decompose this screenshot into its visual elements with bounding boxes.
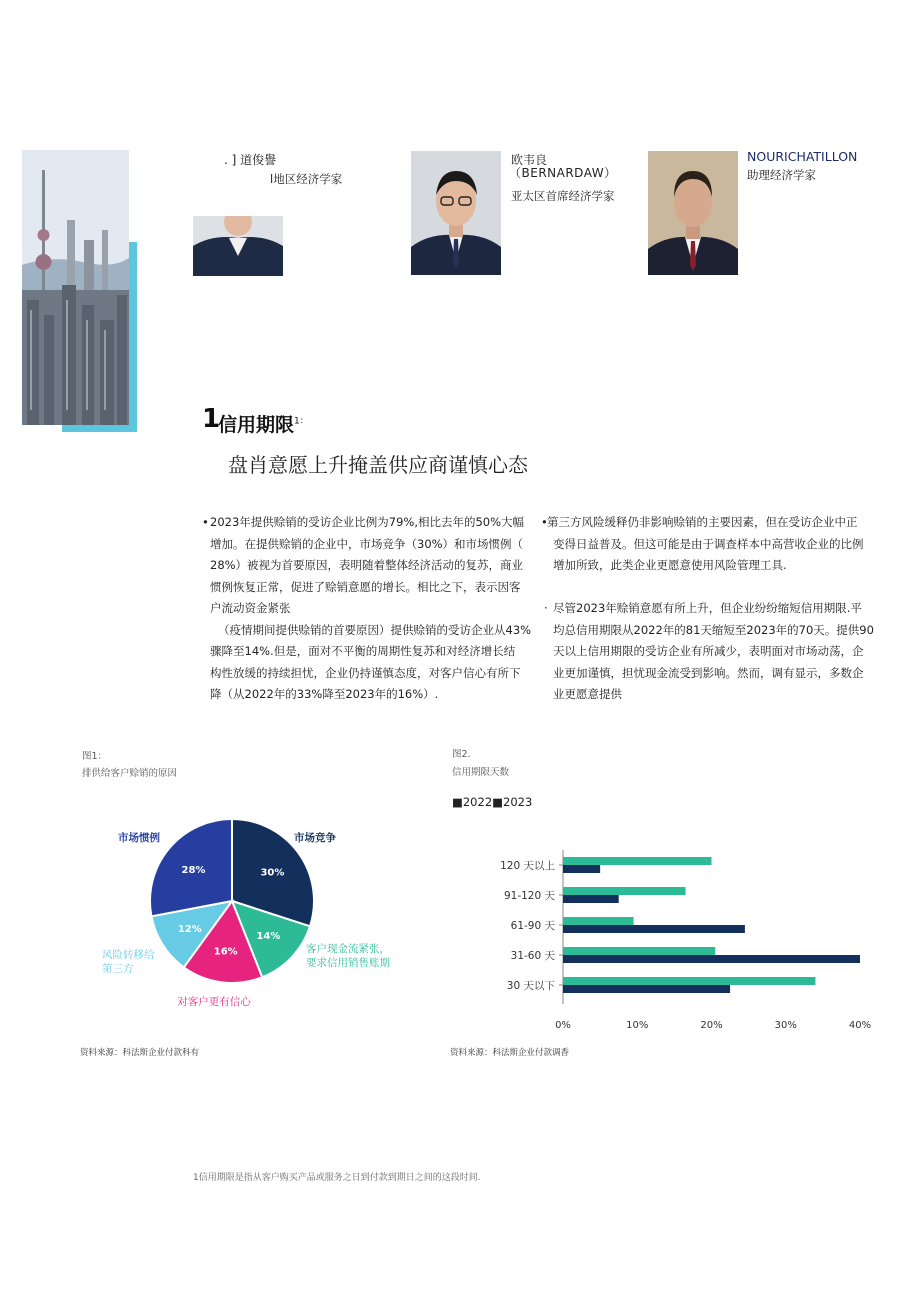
bullet-mark: · xyxy=(544,601,548,615)
category-label: 30 天以下 xyxy=(506,980,555,992)
section-number: 1 xyxy=(202,404,220,434)
pie-category-label: 要求信用销售账期 xyxy=(306,957,390,969)
category-label: 31-60 天 xyxy=(510,950,555,962)
bar-2023 xyxy=(563,865,600,873)
category-label: 91-120 天 xyxy=(503,890,555,902)
bar-2022 xyxy=(563,917,634,925)
pie-category-label: 对客户更有信心 xyxy=(177,996,251,1008)
legend-text: ■2022■2023 xyxy=(452,795,533,809)
bar-2022 xyxy=(563,947,715,955)
bar-2023 xyxy=(563,895,619,903)
figure-1-source: 资料来源：科法斯企业付款科有 xyxy=(80,1048,200,1058)
section-footnote-marker: 1： xyxy=(294,416,309,427)
text-line: 户流动资金紧张 xyxy=(210,601,291,615)
text-line: 增加。在提供赊销的企业中，市场竞争（30%）和市场惯例（ xyxy=(210,536,524,551)
person-2-name-en: （BERNARDAW） xyxy=(509,166,617,180)
pie-category-label: 第三方 xyxy=(102,963,134,975)
bullet-mark: • xyxy=(541,515,548,529)
left-column-text xyxy=(202,512,532,706)
bar-chart xyxy=(450,840,890,1030)
section-title xyxy=(218,410,309,437)
x-tick-label: 40% xyxy=(848,1020,872,1030)
text-line: （疫情期间提供赊销的首要原因）提供赊销的受访企业从43% xyxy=(218,622,532,637)
text-line: 28%）被视为首要原因，表明随着整体经济活动的复苏，商业 xyxy=(210,558,524,572)
pie-category-label: 风险转移给 xyxy=(102,949,155,961)
text-line: 构性放缓的持续担忧，企业仍持谨慎态度，对客户信心有所下 xyxy=(210,665,521,680)
x-tick-label: 20% xyxy=(700,1020,723,1030)
text-line: 降（从2022年的33%降至2023年的16%）. xyxy=(210,687,439,701)
text-line: 骤降至14%.但是，面对不平衡的周期性复苏和对经济增长结 xyxy=(210,644,516,658)
text-line: 第三方风险缓释仍非影响赊销的主要因素，但在受访企业中正 xyxy=(547,515,858,529)
person-1-title: l地区经济学家 xyxy=(270,172,343,186)
text-line: 业更愿意提供 xyxy=(553,687,622,701)
bar-2022 xyxy=(563,887,686,895)
text-line: 均总信用期限从2022年的81天缩短至2023年的70天。提供90 xyxy=(553,622,874,637)
bar-2023 xyxy=(563,925,745,933)
footnote: 1信用期限是指从客户购买产品或服务之日到付款到期日之间的这段时间. xyxy=(193,1173,481,1183)
pie-category-label: 市场竞争 xyxy=(294,832,336,844)
city-skyline-photo xyxy=(22,150,129,425)
text-line: 2023年提供赊销的受访企业比例为79%,相比去年的50%大幅 xyxy=(210,515,525,529)
person-2-name-cn: 欧韦良 xyxy=(511,153,548,167)
person-2-title: 亚太区首席经济学家 xyxy=(511,189,615,203)
pie-value-label: 14% xyxy=(256,931,281,943)
figure-1-title: 排供给客户赊销的原因 xyxy=(82,768,178,779)
category-label: 61-90 天 xyxy=(510,920,555,932)
person-3-name: NOURICHATILLON xyxy=(747,149,858,164)
bar-2023 xyxy=(563,985,730,993)
section-title-text: 信用期限 xyxy=(218,414,295,436)
right-column-para-2 xyxy=(544,598,884,706)
pie-value-label: 16% xyxy=(213,946,238,958)
text-line: 尽管2023年赊销意愿有所上升，但企业纷纷缩短信用期限.平 xyxy=(553,601,862,615)
section-subtitle: 盘肖意愿上升掩盖供应商谨慎心态 xyxy=(228,453,528,477)
category-label: 120 天以上 xyxy=(500,860,555,872)
x-tick-label: 10% xyxy=(626,1020,649,1030)
pie-value-label: 30% xyxy=(260,867,285,879)
bar-2023 xyxy=(563,955,860,963)
pie-value-label: 12% xyxy=(177,923,202,935)
person-3-title: 助理经济学家 xyxy=(747,168,816,182)
pie-category-label: 市场惯例 xyxy=(118,832,160,844)
pie-category-label: 客户现金流紧张， xyxy=(306,943,390,955)
bar-2022 xyxy=(563,977,815,985)
person-1-portrait xyxy=(193,216,283,276)
text-line: 惯例恢复正常，促进了赊销意愿的增长。相比之下，表示因客 xyxy=(210,579,521,594)
person-3-portrait xyxy=(648,151,738,275)
figure-2-legend xyxy=(452,795,532,809)
text-line: 业更加谨慎，担忧现金流受到影响。然而，调有显示，多数企 xyxy=(553,665,864,680)
figure-2-label: 图2. xyxy=(452,749,471,760)
right-column-para-1 xyxy=(541,512,881,577)
figure-1-label: 图1： xyxy=(82,751,108,762)
pie-value-label: 28% xyxy=(181,865,206,877)
x-tick-label: 0% xyxy=(555,1020,571,1030)
person-2-portrait xyxy=(411,151,501,275)
figure-2-source: 资料来源：科法斯企业付款调香 xyxy=(450,1048,570,1058)
figure-2-title: 信用期限天数 xyxy=(452,767,510,778)
text-line: 变得日益普及。但这可能是由于调查样本中高营收企业的比例 xyxy=(553,536,864,551)
pie-chart xyxy=(70,800,430,1020)
text-line: 天以上信用期限的受访企业有所减少，表明面对市场动荡，企 xyxy=(553,644,864,658)
x-tick-label: 30% xyxy=(774,1020,797,1030)
person-1-name: . ] 道俊譽 xyxy=(224,153,277,167)
bullet-mark: • xyxy=(202,515,209,529)
text-line: 增加所致，此类企业更愿意使用风险管理工具. xyxy=(553,558,787,572)
bar-2022 xyxy=(563,857,712,865)
